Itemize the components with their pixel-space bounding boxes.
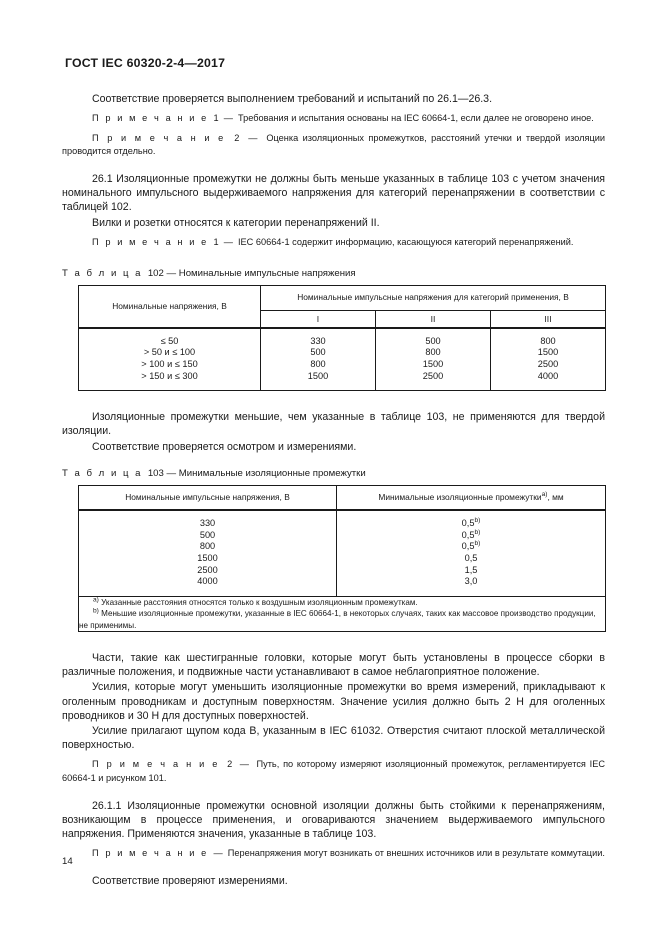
caption-word: Т а б л и ц а (62, 268, 143, 280)
paragraph-compliance-measurements: Соответствие проверяют измерениями. (92, 874, 288, 887)
caption-word: Т а б л и ц а (62, 467, 143, 479)
page-title: ГОСТ IEC 60320-2-4—2017 (65, 56, 226, 70)
note-dash: — (213, 848, 223, 859)
table-102-subheader-ii: II (376, 310, 491, 328)
cell-line: 500 (310, 347, 326, 358)
cell-line (341, 576, 601, 588)
table-102-cell-category-ii (376, 328, 491, 391)
header-main: Минимальные изоляционные промежутки (378, 491, 542, 502)
paragraph-hex-heads: Части, такие как шестигранные головки, которые могут быть установлены в процессе сборки в различные положения, и подвижные части устанавливают в самое неблагоприятное положение. (62, 651, 605, 679)
table-102-header-col1: Номинальные напряжения, В (79, 286, 261, 328)
paragraph-compliance-inspection: Соответствие проверяется осмотром и измерениями. (92, 440, 357, 453)
cell-line: 4000 (537, 370, 559, 381)
cell-value: 1,5 (464, 564, 478, 575)
footnote-marker-b: b) (474, 540, 481, 548)
cell-line (341, 565, 601, 577)
note-1-requirements-based (62, 112, 605, 126)
table-102-subheader-iii: III (491, 310, 606, 328)
cell-line: 800 (425, 347, 441, 358)
paragraph-probe-b: Усилие прилагают щупом кода В, указанным в IEC 61032. Отверстия считают плоской металлической поверхностью. (62, 724, 605, 752)
cell-line: 2500 (197, 564, 218, 575)
table-103-header-col2 (337, 485, 606, 510)
table-102-subheader-i: I (261, 310, 376, 328)
spacer (62, 391, 605, 410)
cell-line (341, 518, 601, 530)
cell-line: 500 (425, 335, 441, 346)
cell-line: ≤ 50 (160, 335, 179, 346)
note-dash: — (223, 236, 233, 247)
table-103-caption (62, 468, 605, 479)
note-1-iec-60664-info (62, 236, 605, 250)
cell-line: 800 (310, 358, 326, 369)
table-row (79, 510, 606, 596)
cell-line: 1500 (422, 358, 444, 369)
table-102-body (79, 328, 606, 391)
paragraph-forces: Усилия, которые могут уменьшить изоляционные промежутки во время измерений, прикладывают к оголенным проводникам и доступным поверхностям. Значение усилия должно быть 2 Н для оголенных проводников и 30 Н для доступных поверхностей. (62, 681, 605, 722)
spacer (62, 632, 605, 651)
cell-line: 2500 (422, 370, 444, 381)
cell-line: 4000 (197, 576, 218, 587)
footnote-text: Указанные расстояния относятся только к воздушным изоляционным промежуткам. (101, 597, 418, 607)
table-102-header-group: Номинальные импульсные напряжения для категорий применения, В (261, 286, 606, 310)
footnote-a (79, 597, 605, 608)
table-102-cell-category-iii (491, 328, 606, 391)
note-number: 2 (234, 132, 240, 143)
paragraph-smaller-clearances: Изоляционные промежутки меньшие, чем указанные в таблице 103, не применяются для твердой изоляции. (62, 411, 605, 438)
note-label: П р и м е ч а н и е (92, 113, 209, 124)
table-row (79, 485, 606, 510)
table-102-caption (62, 268, 605, 279)
caption-dash: — (166, 268, 177, 280)
table-103-cell-voltages (79, 510, 337, 596)
footnote-marker-b: b) (474, 517, 481, 525)
caption-title: Минимальные изоляционные промежутки (178, 467, 366, 479)
cell-line (341, 553, 601, 565)
note-label: П р и м е ч а н и е (92, 759, 220, 770)
paragraph-compliance-26-1-26-3: Соответствие проверяется выполнением требований и испытаний по 26.1—26.3. (92, 93, 493, 105)
note-dash: — (223, 113, 233, 124)
note-text: Требования и испытания основаны на IEC 60664-1, если далее не оговорено иное. (238, 113, 594, 124)
cell-line: > 150 и ≤ 300 (141, 370, 198, 381)
table-102-cell-voltages (79, 328, 261, 391)
table-103-cell-clearances (337, 510, 606, 596)
table-102-rated-impulse-voltages (78, 285, 606, 391)
note-dash: — (248, 132, 258, 143)
footnote-marker-a: a) (93, 596, 99, 604)
note-number: 2 (227, 759, 233, 770)
cell-line: 800 (199, 541, 216, 552)
cell-line: 1500 (537, 347, 559, 358)
cell-line: 330 (310, 335, 326, 346)
note-number: 1 (213, 113, 219, 124)
spacer (62, 455, 605, 468)
paragraph-26-1-1-basic-insulation: 26.1.1 Изоляционные промежутки основной изоляции должны быть стойкими к перенапряжениям, возникающим в процессе применения, и оговариваются значением выдерживаемого импульсного напряжения. Применяются значения, указанные в таблице 103. (62, 799, 605, 840)
cell-line (341, 530, 601, 542)
table-103-minimum-clearances (78, 485, 606, 632)
cell-line: > 50 и ≤ 100 (143, 347, 196, 358)
page-number: 14 (62, 856, 73, 867)
table-103-header-col1: Номинальные импульсные напряжения, В (79, 485, 337, 510)
note-2-measurement-path (62, 758, 605, 785)
note-dash: — (239, 759, 249, 770)
cell-line (341, 541, 601, 553)
note-number: 1 (213, 236, 219, 247)
spacer (62, 792, 605, 799)
cell-line: > 100 и ≤ 150 (141, 358, 198, 369)
table-102-head (79, 286, 606, 328)
cell-value: 0,5 (464, 552, 478, 563)
cell-line: 330 (199, 518, 216, 529)
cell-value: 0,5 (461, 518, 475, 529)
cell-line: 1500 (307, 370, 329, 381)
caption-number: 102 (147, 268, 164, 280)
table-103-footnotes (79, 596, 606, 631)
note-text: IEC 60664-1 содержит информацию, касающуюся категорий перенапряжений. (238, 236, 574, 247)
table-row (79, 286, 606, 310)
table-103-body (79, 510, 606, 631)
cell-line: 1500 (197, 552, 218, 563)
note-label: П р и м е ч а н и е (92, 132, 226, 143)
paragraph-26-1-clearances: 26.1 Изоляционные промежутки не должны быть меньше указанных в таблице 103 с учетом значения номинального импульсного выдерживаемого напряжения для категорий перенапряжении в соответствии с таблицей 102. (62, 172, 605, 214)
footnote-b (79, 608, 605, 631)
table-102-cell-category-i (261, 328, 376, 391)
table-103-head (79, 485, 606, 510)
note-label: П р и м е ч а н и е (92, 848, 209, 859)
caption-number: 103 (147, 467, 164, 479)
spacer (62, 165, 605, 172)
note-label: П р и м е ч а н и е (92, 236, 209, 247)
footnote-marker-b: b) (93, 607, 99, 615)
table-row (79, 328, 606, 391)
spacer (62, 255, 605, 268)
note-2-evaluation-separate (62, 132, 605, 159)
note-text: Оценка изоляционных промежутков, расстояний утечки и твердой изоляции проводится отдельно. (62, 132, 605, 157)
cell-value: 0,5 (461, 541, 475, 552)
caption-dash: — (166, 467, 177, 479)
spacer (62, 867, 605, 874)
cell-value: 3,0 (464, 576, 478, 587)
footnote-marker-a: a) (541, 490, 548, 498)
footnote-marker-b: b) (474, 528, 481, 536)
paragraph-plugs-sockets-category: Вилки и розетки относятся к категории перенапряжений II. (92, 216, 380, 229)
table-row (79, 596, 606, 631)
header-tail: , мм (547, 491, 564, 502)
cell-line: 2500 (537, 358, 559, 369)
cell-line: 500 (199, 529, 216, 540)
note-overvoltages-sources (62, 847, 605, 861)
note-text: Путь, по которому измеряют изоляционный промежуток, регламентируется IEC 60664-1 и рисунком 101. (62, 759, 605, 783)
footnote-text: Меньшие изоляционные промежутки, указанные в IEC 60664-1, в некоторых случаях, таких как массовое производство продукции, не применимы. (79, 609, 596, 630)
cell-value: 0,5 (461, 529, 475, 540)
cell-line: 800 (540, 335, 556, 346)
caption-title: Номинальные импульсные напряжения (178, 268, 356, 280)
note-text: Перенапряжения могут возникать от внешних источников или в результате коммутации. (227, 848, 605, 859)
